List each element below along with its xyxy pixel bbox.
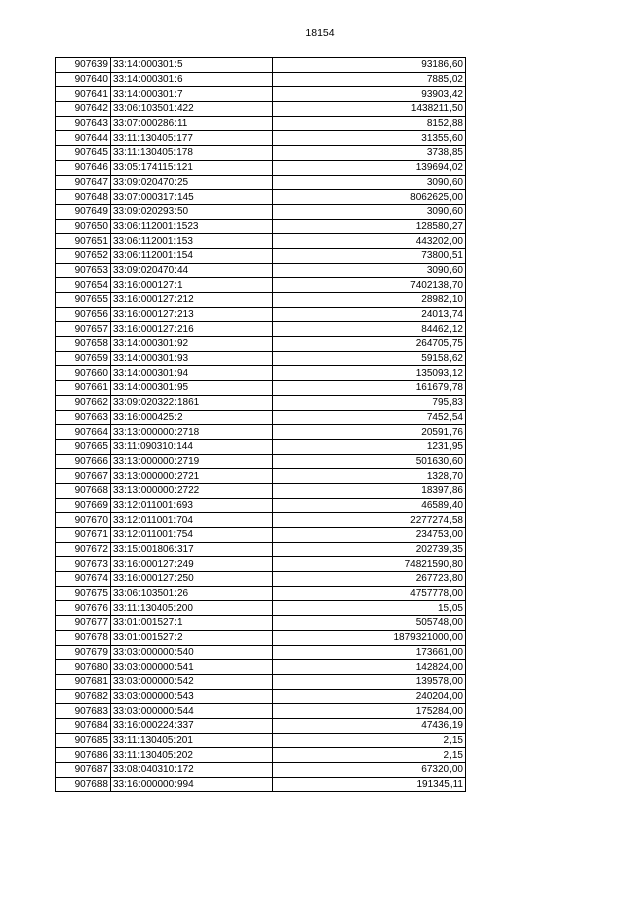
row-number-cell: 907669	[56, 498, 111, 513]
table-row	[56, 395, 466, 410]
row-number-cell: 907644	[56, 131, 111, 146]
cadastral-value-cell: 7402138,70	[273, 278, 466, 293]
cadastral-value-cell: 1231,95	[273, 439, 466, 454]
cadastral-value-cell: 443202,00	[273, 234, 466, 249]
cadastral-number-cell: 33:06:112001:1523	[111, 219, 273, 234]
row-number-cell: 907664	[56, 425, 111, 440]
row-number-cell: 907648	[56, 190, 111, 205]
row-number-cell: 907656	[56, 307, 111, 322]
row-number-cell: 907645	[56, 146, 111, 161]
table-row	[56, 58, 466, 73]
cadastral-number-cell: 33:06:103501:422	[111, 102, 273, 117]
cadastral-number-cell: 33:03:000000:544	[111, 704, 273, 719]
cadastral-value-cell: 1438211,50	[273, 102, 466, 117]
table-row	[56, 219, 466, 234]
table-row	[56, 116, 466, 131]
cadastral-number-cell: 33:06:112001:154	[111, 248, 273, 263]
row-number-cell: 907659	[56, 351, 111, 366]
table-row	[56, 469, 466, 484]
cadastral-value-cell: 74821590,80	[273, 557, 466, 572]
cadastral-number-cell: 33:15:001806:317	[111, 542, 273, 557]
row-number-cell: 907660	[56, 366, 111, 381]
table-row	[56, 410, 466, 425]
cadastral-value-cell: 234753,00	[273, 528, 466, 543]
cadastral-value-cell: 3090,60	[273, 263, 466, 278]
cadastral-value-cell: 15,05	[273, 601, 466, 616]
row-number-cell: 907647	[56, 175, 111, 190]
cadastral-value-cell: 93186,60	[273, 58, 466, 73]
table-row	[56, 704, 466, 719]
table-row	[56, 102, 466, 117]
table-row	[56, 454, 466, 469]
cadastral-number-cell: 33:03:000000:541	[111, 660, 273, 675]
cadastral-number-cell: 33:14:000301:93	[111, 351, 273, 366]
cadastral-value-cell: 59158,62	[273, 351, 466, 366]
cadastral-number-cell: 33:06:103501:26	[111, 586, 273, 601]
table-row	[56, 146, 466, 161]
cadastral-value-table	[55, 57, 466, 792]
table-row	[56, 175, 466, 190]
cadastral-value-cell: 93903,42	[273, 87, 466, 102]
cadastral-number-cell: 33:12:011001:754	[111, 528, 273, 543]
table-row	[56, 542, 466, 557]
cadastral-value-cell: 2,15	[273, 733, 466, 748]
cadastral-value-cell: 4757778,00	[273, 586, 466, 601]
cadastral-value-cell: 173661,00	[273, 645, 466, 660]
row-number-cell: 907672	[56, 542, 111, 557]
cadastral-number-cell: 33:16:000224:337	[111, 718, 273, 733]
table-row	[56, 293, 466, 308]
table-row	[56, 366, 466, 381]
row-number-cell: 907652	[56, 248, 111, 263]
cadastral-number-cell: 33:14:000301:94	[111, 366, 273, 381]
table-row	[56, 718, 466, 733]
cadastral-value-cell: 1328,70	[273, 469, 466, 484]
table-row	[56, 204, 466, 219]
row-number-cell: 907646	[56, 160, 111, 175]
table-row	[56, 234, 466, 249]
cadastral-value-cell: 264705,75	[273, 337, 466, 352]
cadastral-value-cell: 8152,88	[273, 116, 466, 131]
row-number-cell: 907668	[56, 483, 111, 498]
cadastral-value-cell: 175284,00	[273, 704, 466, 719]
table-row	[56, 483, 466, 498]
row-number-cell: 907655	[56, 293, 111, 308]
row-number-cell: 907677	[56, 616, 111, 631]
table-row	[56, 586, 466, 601]
table-row	[56, 616, 466, 631]
cadastral-value-cell: 46589,40	[273, 498, 466, 513]
cadastral-value-cell: 128580,27	[273, 219, 466, 234]
table-row	[56, 498, 466, 513]
cadastral-value-cell: 24013,74	[273, 307, 466, 322]
row-number-cell: 907680	[56, 660, 111, 675]
row-number-cell: 907649	[56, 204, 111, 219]
table-body	[56, 58, 466, 792]
row-number-cell: 907688	[56, 777, 111, 792]
row-number-cell: 907642	[56, 102, 111, 117]
cadastral-number-cell: 33:16:000127:216	[111, 322, 273, 337]
cadastral-value-cell: 267723,80	[273, 572, 466, 587]
cadastral-number-cell: 33:09:020293:50	[111, 204, 273, 219]
cadastral-value-cell: 67320,00	[273, 763, 466, 778]
cadastral-number-cell: 33:09:020470:25	[111, 175, 273, 190]
page-number: 18154	[305, 27, 335, 39]
cadastral-number-cell: 33:06:112001:153	[111, 234, 273, 249]
table-row	[56, 278, 466, 293]
cadastral-number-cell: 33:16:000425:2	[111, 410, 273, 425]
cadastral-value-cell: 1879321000,00	[273, 630, 466, 645]
cadastral-number-cell: 33:16:000127:212	[111, 293, 273, 308]
cadastral-value-cell: 139578,00	[273, 674, 466, 689]
cadastral-number-cell: 33:16:000127:249	[111, 557, 273, 572]
cadastral-number-cell: 33:11:090310:144	[111, 439, 273, 454]
cadastral-value-cell: 18397,86	[273, 483, 466, 498]
cadastral-value-cell: 20591,76	[273, 425, 466, 440]
table-row	[56, 674, 466, 689]
row-number-cell: 907657	[56, 322, 111, 337]
table-row	[56, 307, 466, 322]
row-number-cell: 907686	[56, 748, 111, 763]
cadastral-number-cell: 33:11:130405:178	[111, 146, 273, 161]
cadastral-number-cell: 33:16:000127:1	[111, 278, 273, 293]
table-row	[56, 557, 466, 572]
cadastral-value-cell: 31355,60	[273, 131, 466, 146]
table-row	[56, 337, 466, 352]
cadastral-number-cell: 33:16:000127:213	[111, 307, 273, 322]
row-number-cell: 907673	[56, 557, 111, 572]
row-number-cell: 907678	[56, 630, 111, 645]
row-number-cell: 907681	[56, 674, 111, 689]
row-number-cell: 907661	[56, 381, 111, 396]
cadastral-number-cell: 33:12:011001:693	[111, 498, 273, 513]
cadastral-number-cell: 33:13:000000:2722	[111, 483, 273, 498]
cadastral-value-cell: 501630,60	[273, 454, 466, 469]
row-number-cell: 907650	[56, 219, 111, 234]
cadastral-value-cell: 3090,60	[273, 204, 466, 219]
cadastral-value-cell: 8062625,00	[273, 190, 466, 205]
table-row	[56, 645, 466, 660]
cadastral-number-cell: 33:09:020322:1861	[111, 395, 273, 410]
cadastral-value-cell: 795,83	[273, 395, 466, 410]
cadastral-number-cell: 33:16:000127:250	[111, 572, 273, 587]
cadastral-number-cell: 33:01:001527:1	[111, 616, 273, 631]
table-row	[56, 748, 466, 763]
table-row	[56, 689, 466, 704]
row-number-cell: 907666	[56, 454, 111, 469]
cadastral-number-cell: 33:07:000317:145	[111, 190, 273, 205]
table-row	[56, 777, 466, 792]
row-number-cell: 907687	[56, 763, 111, 778]
cadastral-number-cell: 33:11:130405:201	[111, 733, 273, 748]
cadastral-value-cell: 142824,00	[273, 660, 466, 675]
cadastral-value-cell: 7452,54	[273, 410, 466, 425]
row-number-cell: 907667	[56, 469, 111, 484]
cadastral-number-cell: 33:09:020470:44	[111, 263, 273, 278]
cadastral-number-cell: 33:11:130405:177	[111, 131, 273, 146]
row-number-cell: 907653	[56, 263, 111, 278]
cadastral-number-cell: 33:14:000301:95	[111, 381, 273, 396]
row-number-cell: 907639	[56, 58, 111, 73]
table-row	[56, 528, 466, 543]
row-number-cell: 907675	[56, 586, 111, 601]
table-row	[56, 131, 466, 146]
table-row	[56, 601, 466, 616]
table-row	[56, 660, 466, 675]
cadastral-value-cell: 2,15	[273, 748, 466, 763]
cadastral-number-cell: 33:03:000000:540	[111, 645, 273, 660]
cadastral-number-cell: 33:14:000301:6	[111, 72, 273, 87]
cadastral-value-cell: 161679,78	[273, 381, 466, 396]
table-row	[56, 381, 466, 396]
row-number-cell: 907641	[56, 87, 111, 102]
row-number-cell: 907662	[56, 395, 111, 410]
table-row	[56, 160, 466, 175]
cadastral-number-cell: 33:11:130405:202	[111, 748, 273, 763]
table-row	[56, 190, 466, 205]
cadastral-value-cell: 84462,12	[273, 322, 466, 337]
row-number-cell: 907682	[56, 689, 111, 704]
cadastral-number-cell: 33:08:040310:172	[111, 763, 273, 778]
cadastral-number-cell: 33:13:000000:2721	[111, 469, 273, 484]
table-row	[56, 439, 466, 454]
table-row	[56, 322, 466, 337]
table-row	[56, 351, 466, 366]
cadastral-number-cell: 33:05:174115:121	[111, 160, 273, 175]
cadastral-number-cell: 33:12:011001:704	[111, 513, 273, 528]
cadastral-number-cell: 33:03:000000:543	[111, 689, 273, 704]
cadastral-value-cell: 73800,51	[273, 248, 466, 263]
cadastral-value-cell: 202739,35	[273, 542, 466, 557]
table-row	[56, 763, 466, 778]
table-row	[56, 72, 466, 87]
row-number-cell: 907643	[56, 116, 111, 131]
cadastral-value-cell: 139694,02	[273, 160, 466, 175]
table-row	[56, 87, 466, 102]
row-number-cell: 907685	[56, 733, 111, 748]
cadastral-number-cell: 33:01:001527:2	[111, 630, 273, 645]
table-row	[56, 513, 466, 528]
cadastral-value-cell: 505748,00	[273, 616, 466, 631]
cadastral-number-cell: 33:16:000000:994	[111, 777, 273, 792]
cadastral-value-cell: 7885,02	[273, 72, 466, 87]
cadastral-number-cell: 33:13:000000:2719	[111, 454, 273, 469]
cadastral-number-cell: 33:14:000301:7	[111, 87, 273, 102]
row-number-cell: 907654	[56, 278, 111, 293]
table-row	[56, 248, 466, 263]
cadastral-number-cell: 33:11:130405:200	[111, 601, 273, 616]
cadastral-value-cell: 240204,00	[273, 689, 466, 704]
row-number-cell: 907665	[56, 439, 111, 454]
row-number-cell: 907684	[56, 718, 111, 733]
row-number-cell: 907670	[56, 513, 111, 528]
table-row	[56, 572, 466, 587]
cadastral-value-cell: 3738,85	[273, 146, 466, 161]
table-row	[56, 425, 466, 440]
cadastral-value-cell: 3090,60	[273, 175, 466, 190]
cadastral-value-cell: 47436,19	[273, 718, 466, 733]
row-number-cell: 907640	[56, 72, 111, 87]
cadastral-number-cell: 33:13:000000:2718	[111, 425, 273, 440]
row-number-cell: 907674	[56, 572, 111, 587]
row-number-cell: 907671	[56, 528, 111, 543]
table-row	[56, 263, 466, 278]
row-number-cell: 907683	[56, 704, 111, 719]
table-row	[56, 733, 466, 748]
cadastral-value-cell: 191345,11	[273, 777, 466, 792]
cadastral-value-cell: 28982,10	[273, 293, 466, 308]
row-number-cell: 907651	[56, 234, 111, 249]
cadastral-number-cell: 33:03:000000:542	[111, 674, 273, 689]
row-number-cell: 907663	[56, 410, 111, 425]
row-number-cell: 907658	[56, 337, 111, 352]
cadastral-value-cell: 135093,12	[273, 366, 466, 381]
table-row	[56, 630, 466, 645]
cadastral-number-cell: 33:07:000286:11	[111, 116, 273, 131]
cadastral-number-cell: 33:14:000301:5	[111, 58, 273, 73]
row-number-cell: 907676	[56, 601, 111, 616]
cadastral-value-cell: 2277274,58	[273, 513, 466, 528]
cadastral-number-cell: 33:14:000301:92	[111, 337, 273, 352]
row-number-cell: 907679	[56, 645, 111, 660]
